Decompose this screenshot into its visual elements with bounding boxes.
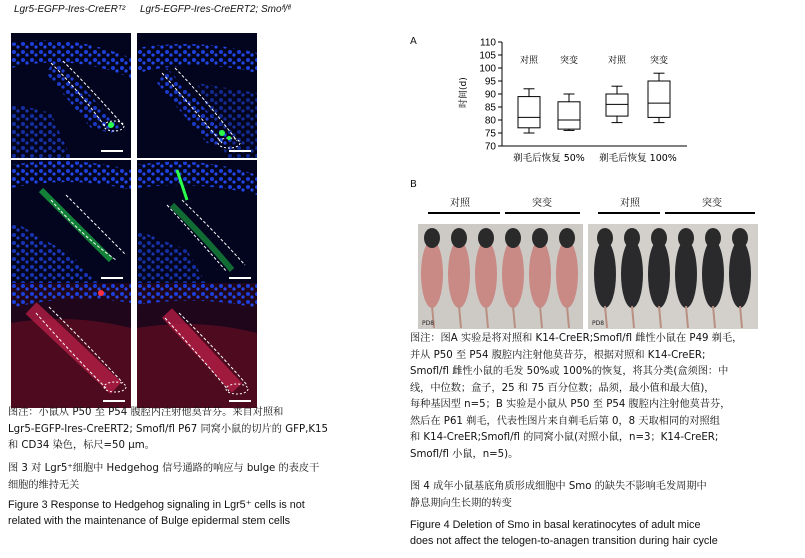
mouse-head: [478, 228, 494, 248]
micrograph-cd34-control: [11, 283, 131, 408]
y-tick-label: 90: [484, 89, 496, 101]
caption-line: 然后在 P61 剃毛，代表性图片来自剃毛后第 0，8 天取相同的对照组: [410, 415, 720, 427]
y-tick-label: 105: [479, 50, 496, 62]
series-label: 突变: [649, 56, 669, 66]
x-group-label: 剃毛后恢复 50%: [513, 153, 585, 164]
panel-a-label: A: [410, 36, 417, 47]
mouse-body: [448, 240, 470, 308]
title-line: 细胞的维持无关: [8, 479, 80, 491]
photo-group-label-mutant: 突变: [532, 198, 552, 209]
fig4-title-cn: [410, 479, 800, 512]
mouse-head: [705, 228, 721, 248]
photo-tag: PD8: [422, 320, 435, 327]
y-tick-label: 100: [479, 63, 496, 75]
fig3-legend: [8, 405, 388, 455]
box: [558, 102, 580, 129]
panel-b-label: B: [410, 179, 417, 190]
mouse-head: [597, 228, 613, 248]
y-tick-label: 85: [484, 102, 496, 114]
photo-group-label-control: 对照: [620, 198, 640, 209]
title-line: 静息期向生长期的转变: [410, 497, 512, 509]
series-label: 对照: [607, 56, 627, 66]
boxplot-chart: [440, 32, 700, 172]
title-line: 图 4 成年小鼠基底角质形成细胞中 Smo 的缺失不影响毛发周期中: [410, 481, 707, 492]
series-label: 突变: [559, 56, 579, 66]
caption-line: 每种基因型 n=5；B 实验是小鼠从 P50 至 P54 腹腔内注射他莫昔芬，: [410, 399, 731, 410]
mouse-head: [624, 228, 640, 248]
caption-line: 线，中位数；盒子，25 和 75 百分位数；晶须，最小值和最大值)，: [410, 382, 715, 394]
title-line: 图 3 对 Lgr5⁺细胞中 Hedgehog 信号通路的响应与 bulge 的表皮干: [8, 463, 320, 474]
mouse-body: [648, 240, 670, 308]
y-tick-label: 80: [484, 115, 496, 127]
mouse-body: [729, 240, 751, 308]
group-bar: [598, 212, 660, 214]
group-bar: [665, 212, 755, 214]
micrograph-k15-smo: [137, 160, 257, 285]
fig3-col-left-label: Lgr5-EGFP-Ires-CreERᵀ²: [14, 4, 126, 15]
title-line: does not affect the telogen-to-anagen transition during hair cycle: [410, 535, 718, 547]
caption-line: 和 CD34 染色，标尺=50 μm。: [8, 440, 155, 451]
y-tick-label: 95: [484, 76, 496, 88]
mouse-head: [532, 228, 548, 248]
fig3-title-en: [8, 497, 393, 529]
group-bar: [428, 212, 500, 214]
fig4-title-en: [410, 517, 802, 549]
title-line: related with the maintenance of Bulge epidermal stem cells: [8, 515, 291, 527]
mouse-body: [502, 240, 524, 308]
x-group-label: 剃毛后恢复 100%: [599, 153, 677, 164]
fig4-legend: [410, 331, 800, 463]
caption-line: 和 K14-CreER;Smofl/fl 的同窝小鼠(对照小鼠，n=3；K14-CreER;: [410, 432, 719, 443]
y-axis-label: 时间(d): [459, 77, 469, 108]
box: [518, 97, 540, 128]
mouse-body: [675, 240, 697, 308]
micrograph-cd34-smo: [137, 283, 257, 408]
caption-line: 并从 P50 至 P54 腹腔内注射他莫昔芬，根据对照和 K14-CreER;: [410, 349, 706, 361]
caption-line: Lgr5-EGFP-Ires-CreERT2; Smofl/fl P67 同窝小鼠的切片的 GFP,K15: [8, 423, 328, 435]
mouse-head: [732, 228, 748, 248]
mouse-photo-pd8: [588, 224, 758, 329]
mouse-head: [424, 228, 440, 248]
mouse-body: [556, 240, 578, 308]
photo-group-label-mutant: 突变: [702, 198, 722, 209]
caption-line: Smofl/fl 雌性小鼠的毛发 50%或 100%的恢复，将其分类(盒须图：中: [410, 366, 729, 377]
mouse-body: [421, 240, 443, 308]
photo-tag: PD8: [592, 320, 605, 327]
mouse-head: [651, 228, 667, 248]
title-line: Figure 3 Response to Hedgehog signaling in Lgr5⁺ cells is not: [8, 499, 305, 511]
group-bar: [505, 212, 580, 214]
micrograph-gfp-smo: [137, 33, 257, 158]
mouse-body: [621, 240, 643, 308]
micrograph-gfp-control: [11, 33, 131, 158]
mouse-body: [702, 240, 724, 308]
mouse-head: [678, 228, 694, 248]
title-line: Figure 4 Deletion of Smo in basal keratinocytes of adult mice: [410, 519, 701, 531]
mouse-photo-pd0: [418, 224, 583, 329]
series-label: 对照: [519, 56, 539, 66]
photo-group-label-control: 对照: [450, 198, 470, 209]
caption-line: 图注：小鼠从 P50 至 P54 腹腔内注射他莫昔芬。来自对照和: [8, 407, 284, 418]
caption-line: 图注：图A 实验是将对照和 K14-CreER;Smofl/fl 雌性小鼠在 P49 剃毛，: [410, 333, 743, 344]
micrograph-k15-control: [11, 160, 131, 285]
mouse-head: [505, 228, 521, 248]
mouse-head: [451, 228, 467, 248]
fig3-col-right-label: Lgr5-EGFP-Ires-CreERT2; Smoᶠˡ/ᶠˡ: [140, 4, 291, 15]
fig3-title-cn: [8, 461, 393, 494]
y-tick-label: 70: [484, 141, 496, 153]
box: [606, 94, 628, 116]
mouse-head: [559, 228, 575, 248]
mouse-body: [529, 240, 551, 308]
box: [648, 81, 670, 117]
caption-line: Smofl/fl 小鼠，n=5)。: [410, 448, 519, 460]
y-tick-label: 75: [484, 128, 496, 140]
y-tick-label: 110: [480, 37, 496, 49]
mouse-body: [475, 240, 497, 308]
mouse-body: [594, 240, 616, 308]
